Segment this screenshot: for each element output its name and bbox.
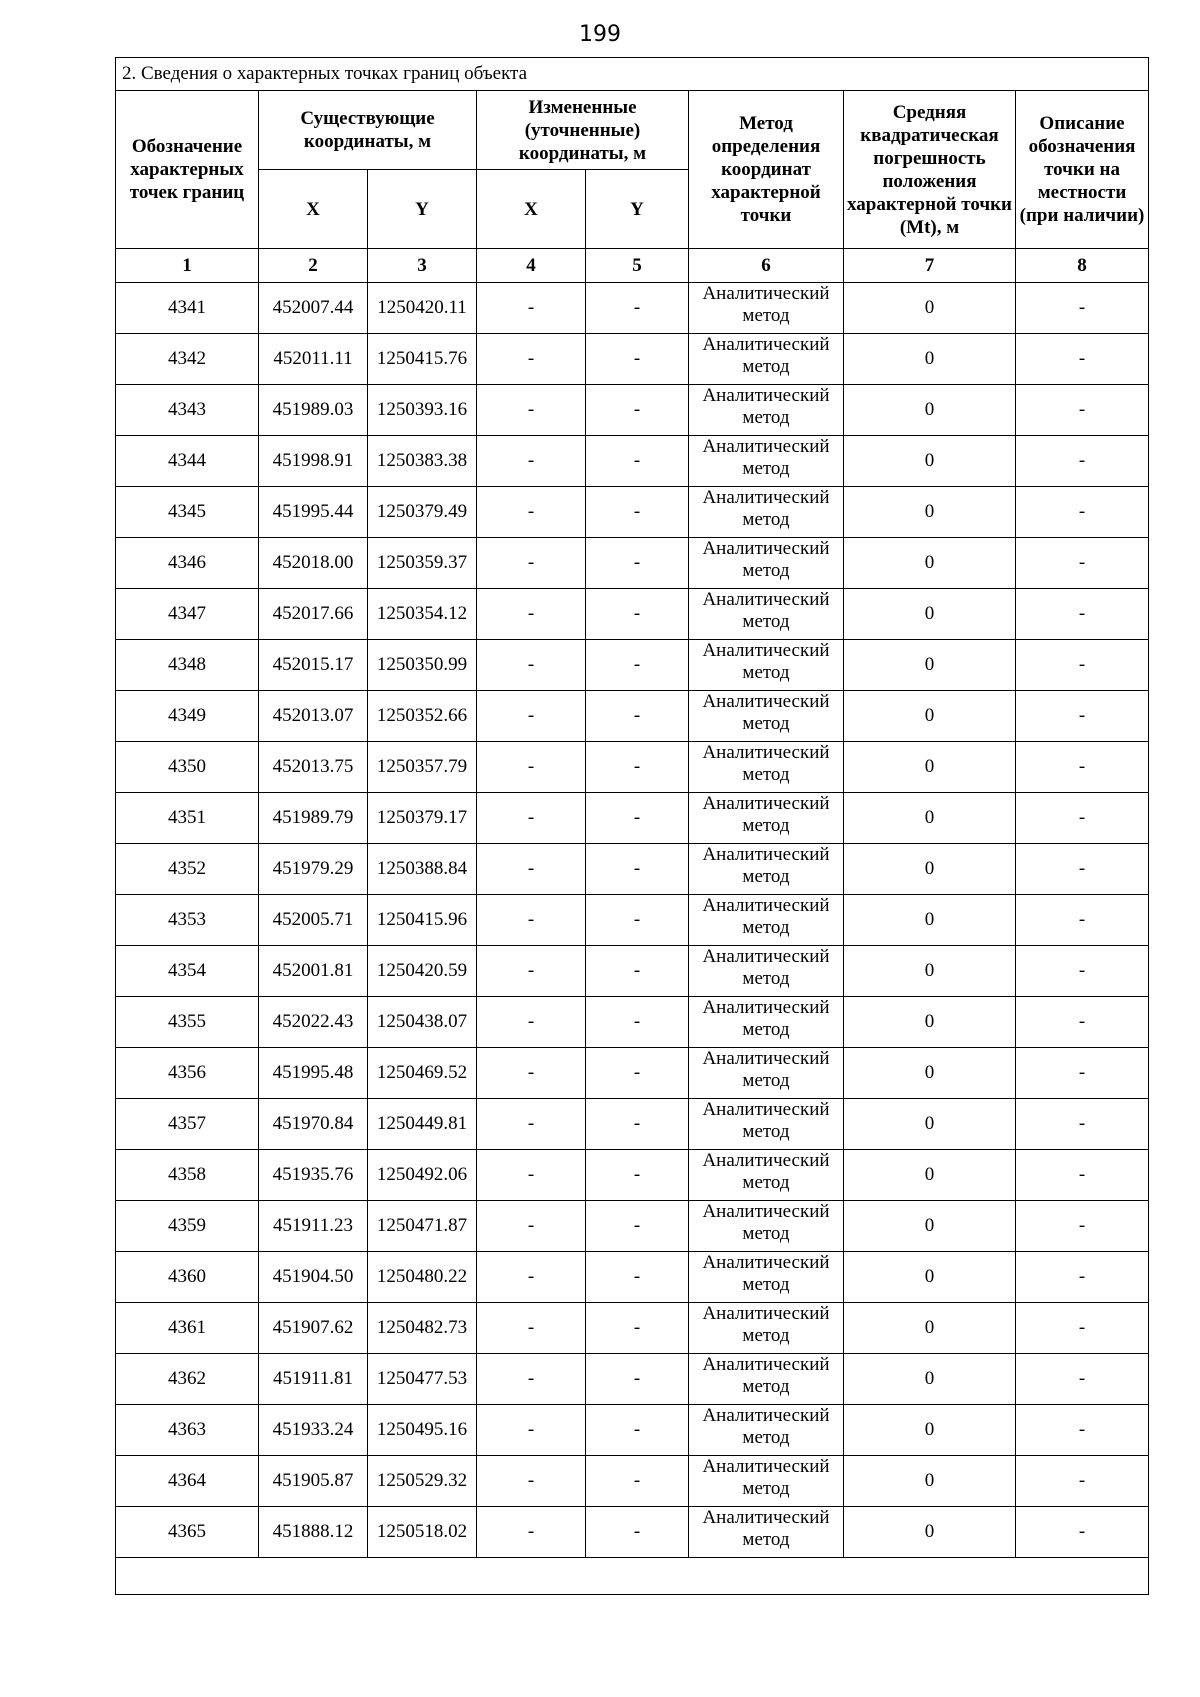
description-cell: - [1016,895,1149,946]
description-cell: - [1016,436,1149,487]
method-cell: Аналитический метод [689,334,844,385]
changed-y-cell: - [586,1252,689,1303]
existing-y-cell: 1250383.38 [368,436,477,487]
changed-y-cell: - [586,385,689,436]
changed-x-cell: - [477,895,586,946]
header-existing-x: X [259,170,368,249]
header-changed-x: X [477,170,586,249]
error-cell: 0 [844,1456,1016,1507]
changed-x-cell: - [477,1201,586,1252]
description-cell: - [1016,946,1149,997]
description-cell: - [1016,1405,1149,1456]
method-cell: Аналитический метод [689,1405,844,1456]
table-row [116,997,1149,1048]
error-cell: 0 [844,1303,1016,1354]
existing-x-cell: 451933.24 [259,1405,368,1456]
error-cell: 0 [844,640,1016,691]
existing-x-cell: 451995.48 [259,1048,368,1099]
existing-x-cell: 451907.62 [259,1303,368,1354]
changed-y-cell: - [586,640,689,691]
changed-x-cell: - [477,1405,586,1456]
table-row [116,1201,1149,1252]
method-cell: Аналитический метод [689,1048,844,1099]
existing-x-cell: 452022.43 [259,997,368,1048]
point-id-cell: 4363 [116,1405,259,1456]
description-cell: - [1016,997,1149,1048]
page-number: 199 [579,22,621,47]
method-cell: Аналитический метод [689,589,844,640]
existing-y-cell: 1250350.99 [368,640,477,691]
column-number: 3 [368,249,477,283]
existing-x-cell: 452017.66 [259,589,368,640]
method-cell: Аналитический метод [689,283,844,334]
error-cell: 0 [844,691,1016,742]
description-cell: - [1016,1252,1149,1303]
changed-x-cell: - [477,1099,586,1150]
changed-x-cell: - [477,793,586,844]
changed-y-cell: - [586,334,689,385]
header-existing-coords: Существующие координаты, м [259,91,477,170]
empty-row [116,1558,1149,1595]
method-cell: Аналитический метод [689,640,844,691]
changed-y-cell: - [586,844,689,895]
column-number: 1 [116,249,259,283]
changed-x-cell: - [477,1150,586,1201]
boundary-points-table [115,57,1149,1595]
error-cell: 0 [844,1048,1016,1099]
table-row [116,895,1149,946]
description-cell: - [1016,538,1149,589]
changed-y-cell: - [586,793,689,844]
table-row [116,640,1149,691]
existing-x-cell: 451904.50 [259,1252,368,1303]
changed-y-cell: - [586,538,689,589]
table-row [116,1507,1149,1558]
table-row [116,844,1149,895]
point-id-cell: 4343 [116,385,259,436]
existing-x-cell: 451888.12 [259,1507,368,1558]
changed-x-cell: - [477,691,586,742]
method-cell: Аналитический метод [689,844,844,895]
error-cell: 0 [844,1099,1016,1150]
changed-x-cell: - [477,385,586,436]
existing-y-cell: 1250393.16 [368,385,477,436]
table-row [116,334,1149,385]
error-cell: 0 [844,589,1016,640]
description-cell: - [1016,1150,1149,1201]
existing-x-cell: 451911.81 [259,1354,368,1405]
point-id-cell: 4356 [116,1048,259,1099]
point-id-cell: 4346 [116,538,259,589]
changed-y-cell: - [586,1456,689,1507]
point-id-cell: 4365 [116,1507,259,1558]
table-row [116,538,1149,589]
table-row [116,283,1149,334]
point-id-cell: 4355 [116,997,259,1048]
existing-x-cell: 451989.79 [259,793,368,844]
point-id-cell: 4352 [116,844,259,895]
changed-x-cell: - [477,1048,586,1099]
existing-y-cell: 1250529.32 [368,1456,477,1507]
error-cell: 0 [844,1405,1016,1456]
existing-x-cell: 451979.29 [259,844,368,895]
table-row [116,1405,1149,1456]
changed-y-cell: - [586,997,689,1048]
changed-y-cell: - [586,1405,689,1456]
table-row [116,436,1149,487]
existing-y-cell: 1250495.16 [368,1405,477,1456]
existing-y-cell: 1250420.11 [368,283,477,334]
existing-x-cell: 452013.07 [259,691,368,742]
existing-x-cell: 451935.76 [259,1150,368,1201]
method-cell: Аналитический метод [689,1201,844,1252]
existing-x-cell: 451998.91 [259,436,368,487]
description-cell: - [1016,1201,1149,1252]
changed-x-cell: - [477,334,586,385]
point-id-cell: 4351 [116,793,259,844]
header-changed-y: Y [586,170,689,249]
method-cell: Аналитический метод [689,793,844,844]
changed-y-cell: - [586,691,689,742]
description-cell: - [1016,793,1149,844]
description-cell: - [1016,844,1149,895]
error-cell: 0 [844,436,1016,487]
table-row [116,1150,1149,1201]
changed-y-cell: - [586,1354,689,1405]
method-cell: Аналитический метод [689,1456,844,1507]
table-row [116,1303,1149,1354]
existing-x-cell: 451970.84 [259,1099,368,1150]
changed-x-cell: - [477,946,586,997]
point-id-cell: 4345 [116,487,259,538]
existing-y-cell: 1250379.17 [368,793,477,844]
method-cell: Аналитический метод [689,1303,844,1354]
table-body [116,283,1149,1595]
column-number: 8 [1016,249,1149,283]
point-id-cell: 4361 [116,1303,259,1354]
changed-x-cell: - [477,1456,586,1507]
existing-y-cell: 1250438.07 [368,997,477,1048]
method-cell: Аналитический метод [689,538,844,589]
description-cell: - [1016,487,1149,538]
changed-y-cell: - [586,1048,689,1099]
method-cell: Аналитический метод [689,946,844,997]
description-cell: - [1016,334,1149,385]
changed-y-cell: - [586,742,689,793]
method-cell: Аналитический метод [689,1252,844,1303]
description-cell: - [1016,385,1149,436]
existing-y-cell: 1250415.76 [368,334,477,385]
existing-x-cell: 452015.17 [259,640,368,691]
error-cell: 0 [844,844,1016,895]
existing-y-cell: 1250480.22 [368,1252,477,1303]
changed-x-cell: - [477,283,586,334]
method-cell: Аналитический метод [689,742,844,793]
point-id-cell: 4359 [116,1201,259,1252]
changed-x-cell: - [477,1507,586,1558]
error-cell: 0 [844,742,1016,793]
description-cell: - [1016,1303,1149,1354]
error-cell: 0 [844,1354,1016,1405]
error-cell: 0 [844,1507,1016,1558]
changed-y-cell: - [586,1507,689,1558]
existing-y-cell: 1250471.87 [368,1201,477,1252]
changed-x-cell: - [477,538,586,589]
point-id-cell: 4357 [116,1099,259,1150]
changed-x-cell: - [477,487,586,538]
table-row [116,1456,1149,1507]
empty-cell [116,1558,1149,1595]
changed-y-cell: - [586,487,689,538]
header-existing-y: Y [368,170,477,249]
table-row [116,1048,1149,1099]
existing-y-cell: 1250379.49 [368,487,477,538]
error-cell: 0 [844,946,1016,997]
header-point-designation: Обозначение характерных точек границ [116,91,259,249]
description-cell: - [1016,1507,1149,1558]
existing-x-cell: 451989.03 [259,385,368,436]
existing-y-cell: 1250420.59 [368,946,477,997]
point-id-cell: 4353 [116,895,259,946]
header-method: Метод определения координат характерной точки [689,91,844,249]
error-cell: 0 [844,487,1016,538]
changed-y-cell: - [586,1201,689,1252]
description-cell: - [1016,283,1149,334]
point-id-cell: 4341 [116,283,259,334]
changed-x-cell: - [477,1303,586,1354]
method-cell: Аналитический метод [689,436,844,487]
changed-x-cell: - [477,1354,586,1405]
changed-y-cell: - [586,436,689,487]
column-number: 4 [477,249,586,283]
method-cell: Аналитический метод [689,1354,844,1405]
error-cell: 0 [844,1150,1016,1201]
changed-x-cell: - [477,436,586,487]
point-id-cell: 4360 [116,1252,259,1303]
error-cell: 0 [844,793,1016,844]
error-cell: 0 [844,385,1016,436]
description-cell: - [1016,589,1149,640]
point-id-cell: 4347 [116,589,259,640]
table-row [116,1354,1149,1405]
table-row [116,1252,1149,1303]
method-cell: Аналитический метод [689,1150,844,1201]
method-cell: Аналитический метод [689,1507,844,1558]
existing-x-cell: 452018.00 [259,538,368,589]
changed-x-cell: - [477,589,586,640]
changed-y-cell: - [586,283,689,334]
description-cell: - [1016,1099,1149,1150]
table-row [116,589,1149,640]
existing-y-cell: 1250449.81 [368,1099,477,1150]
changed-y-cell: - [586,895,689,946]
existing-x-cell: 452013.75 [259,742,368,793]
changed-y-cell: - [586,946,689,997]
changed-y-cell: - [586,1303,689,1354]
description-cell: - [1016,1354,1149,1405]
existing-y-cell: 1250477.53 [368,1354,477,1405]
changed-x-cell: - [477,844,586,895]
column-number: 2 [259,249,368,283]
existing-y-cell: 1250388.84 [368,844,477,895]
existing-x-cell: 452007.44 [259,283,368,334]
description-cell: - [1016,691,1149,742]
table-row [116,1099,1149,1150]
existing-y-cell: 1250359.37 [368,538,477,589]
changed-x-cell: - [477,1252,586,1303]
existing-x-cell: 452011.11 [259,334,368,385]
description-cell: - [1016,640,1149,691]
error-cell: 0 [844,1252,1016,1303]
point-id-cell: 4358 [116,1150,259,1201]
column-number: 6 [689,249,844,283]
changed-x-cell: - [477,640,586,691]
existing-y-cell: 1250469.52 [368,1048,477,1099]
point-id-cell: 4349 [116,691,259,742]
error-cell: 0 [844,997,1016,1048]
point-id-cell: 4348 [116,640,259,691]
existing-y-cell: 1250357.79 [368,742,477,793]
error-cell: 0 [844,1201,1016,1252]
description-cell: - [1016,742,1149,793]
table-row [116,742,1149,793]
table-row [116,385,1149,436]
existing-x-cell: 451995.44 [259,487,368,538]
changed-y-cell: - [586,1150,689,1201]
table-row [116,691,1149,742]
error-cell: 0 [844,895,1016,946]
table-row [116,487,1149,538]
existing-x-cell: 451905.87 [259,1456,368,1507]
existing-y-cell: 1250492.06 [368,1150,477,1201]
error-cell: 0 [844,334,1016,385]
changed-x-cell: - [477,742,586,793]
point-id-cell: 4354 [116,946,259,997]
existing-y-cell: 1250415.96 [368,895,477,946]
point-id-cell: 4342 [116,334,259,385]
changed-y-cell: - [586,589,689,640]
header-description: Описание обозначения точки на местности (при наличии) [1016,91,1149,249]
column-number: 5 [586,249,689,283]
point-id-cell: 4364 [116,1456,259,1507]
error-cell: 0 [844,538,1016,589]
method-cell: Аналитический метод [689,895,844,946]
existing-x-cell: 452005.71 [259,895,368,946]
point-id-cell: 4344 [116,436,259,487]
error-cell: 0 [844,283,1016,334]
method-cell: Аналитический метод [689,487,844,538]
existing-x-cell: 451911.23 [259,1201,368,1252]
existing-y-cell: 1250354.12 [368,589,477,640]
table-row [116,946,1149,997]
existing-x-cell: 452001.81 [259,946,368,997]
changed-y-cell: - [586,1099,689,1150]
method-cell: Аналитический метод [689,385,844,436]
existing-y-cell: 1250518.02 [368,1507,477,1558]
point-id-cell: 4362 [116,1354,259,1405]
method-cell: Аналитический метод [689,1099,844,1150]
description-cell: - [1016,1456,1149,1507]
method-cell: Аналитический метод [689,691,844,742]
changed-x-cell: - [477,997,586,1048]
description-cell: - [1016,1048,1149,1099]
header-changed-coords: Измененные (уточненные) координаты, м [477,91,689,170]
header-error: Средняя квадратическая погрешность положения характерной точки (Mt), м [844,91,1016,249]
table-row [116,793,1149,844]
method-cell: Аналитический метод [689,997,844,1048]
existing-y-cell: 1250352.66 [368,691,477,742]
column-number: 7 [844,249,1016,283]
section-title: 2. Сведения о характерных точках границ объекта [116,58,1149,91]
point-id-cell: 4350 [116,742,259,793]
existing-y-cell: 1250482.73 [368,1303,477,1354]
